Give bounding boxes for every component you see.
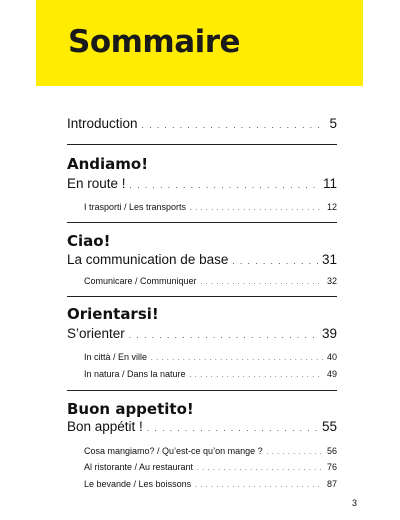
dot-leader (197, 466, 323, 472)
toc-entry-label: En route ! (67, 176, 126, 191)
toc-subentry-transports[interactable] (84, 202, 337, 212)
dot-leader (190, 373, 323, 379)
section-heading-andiamo: Andiamo! (67, 155, 149, 173)
toc-entry-label: Introduction (67, 116, 138, 131)
toc-entry-page: 49 (326, 369, 337, 379)
toc-entry-label: Cosa mangiamo? / Qu’est-ce qu’on mange ? (84, 446, 263, 456)
toc-subentry-mange[interactable] (84, 446, 337, 456)
dot-leader (201, 280, 323, 286)
toc-entry-page: 55 (321, 419, 337, 434)
toc-subentry-boissons[interactable] (84, 479, 337, 489)
section-heading-ciao: Ciao! (67, 232, 111, 250)
toc-entry-label: Al ristorante / Au restaurant (84, 462, 194, 472)
toc-entry-page: 87 (326, 479, 337, 489)
toc-subentry-communiquer[interactable] (84, 276, 337, 286)
toc-entry-page: 12 (326, 202, 337, 212)
page-number: 3 (352, 498, 358, 508)
toc-entry-label: Le bevande / Les boissons (84, 479, 192, 489)
page-title: Sommaire (68, 24, 241, 60)
toc-entry-page: 5 (329, 116, 337, 131)
section-divider (67, 144, 337, 145)
section-divider (67, 390, 337, 391)
toc-entry-label: Comunicare / Communiquer (84, 276, 197, 286)
title-banner (36, 0, 363, 86)
toc-entry-label: S’orienter (67, 326, 125, 341)
dot-leader (142, 121, 326, 130)
toc-subentry-restaurant[interactable] (84, 462, 337, 472)
toc-entry-page: 76 (326, 462, 337, 472)
toc-entry-page: 31 (321, 252, 337, 267)
section-divider (67, 296, 337, 297)
toc-entry-page: 56 (326, 446, 337, 456)
toc-entry-label: In natura / Dans la nature (84, 369, 186, 379)
toc-entry-sorienter[interactable] (67, 326, 337, 341)
toc-entry-label: In città / En ville (84, 352, 148, 362)
toc-entry-label: La communication de base (67, 252, 229, 267)
dot-leader (267, 450, 323, 456)
toc-entry-label: I trasporti / Les transports (84, 202, 187, 212)
toc-entry-en-route[interactable] (67, 176, 337, 191)
dot-leader (195, 483, 323, 489)
toc-entry-introduction[interactable] (67, 116, 337, 131)
toc-entry-page: 40 (326, 352, 337, 362)
dot-leader (130, 181, 319, 190)
section-heading-orientarsi: Orientarsi! (67, 305, 159, 323)
toc-entry-page: 39 (321, 326, 337, 341)
dot-leader (129, 331, 318, 340)
dot-leader (147, 424, 318, 433)
section-heading-buon-appetito: Buon appetito! (67, 400, 194, 418)
dot-leader (232, 257, 318, 266)
toc-subentry-en-ville[interactable] (84, 352, 337, 362)
toc-entry-communication[interactable] (67, 252, 337, 267)
toc-subentry-nature[interactable] (84, 369, 337, 379)
section-divider (67, 222, 337, 223)
toc-entry-label: Bon appétit ! (67, 419, 143, 434)
dot-leader (190, 206, 323, 212)
toc-entry-page: 32 (326, 276, 337, 286)
toc-entry-page: 11 (322, 176, 337, 191)
toc-entry-bon-appetit[interactable] (67, 419, 337, 434)
dot-leader (151, 356, 323, 362)
